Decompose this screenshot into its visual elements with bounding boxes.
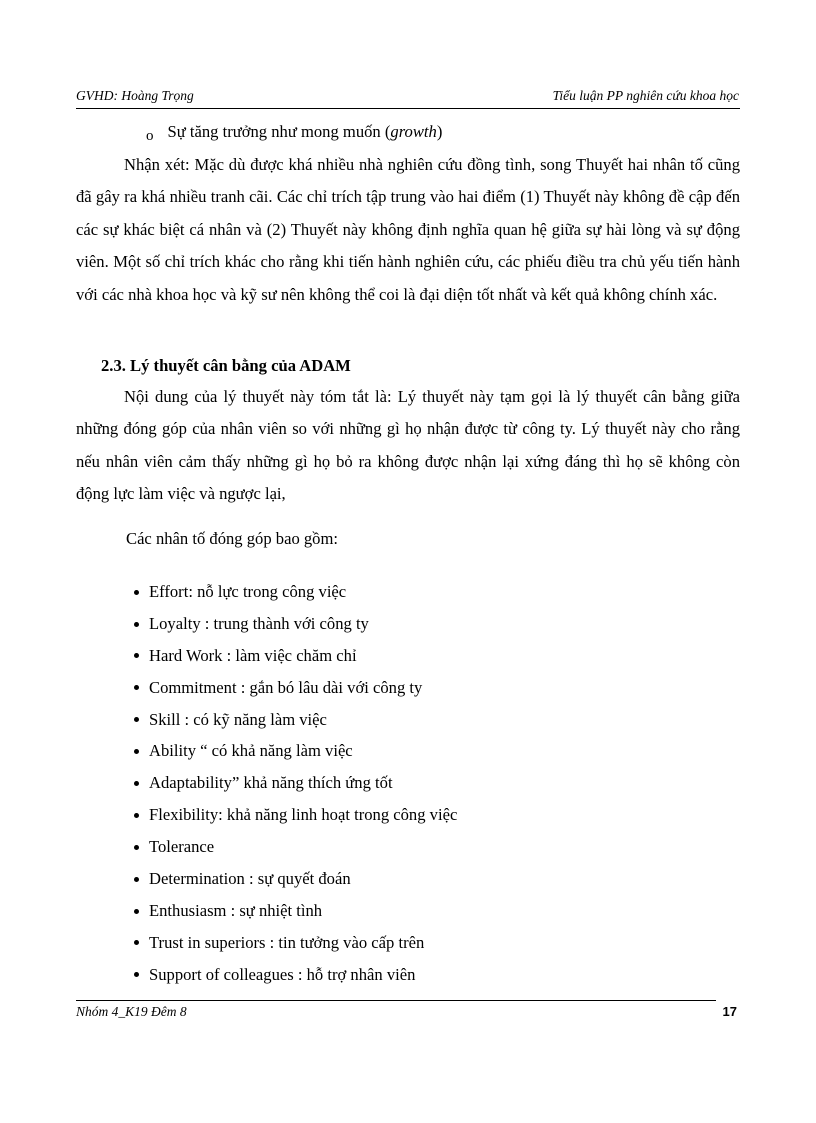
sub-list-item-emphasis: growth — [390, 122, 437, 141]
list-item-text: Enthusiasm : sự nhiệt tình — [149, 900, 323, 920]
list-item — [134, 959, 457, 991]
list-item — [134, 767, 457, 799]
list-item-text: Effort: nỗ lực trong công việc — [149, 582, 347, 601]
list-item-text: Ability “ có khả năng làm việc — [149, 741, 353, 761]
list-item — [134, 831, 457, 863]
contributions-list — [134, 576, 457, 991]
list-item-text: Trust in superiors : tin tưởng vào cấp trên — [149, 932, 425, 952]
list-item — [134, 927, 457, 959]
header-document-title: Tiểu luận PP nghiên cứu khoa học — [552, 88, 739, 103]
header-divider — [76, 108, 740, 109]
bullet-icon — [134, 845, 139, 850]
footer-divider — [76, 1000, 716, 1001]
bullet-icon — [134, 813, 139, 818]
footer-group-label: Nhóm 4_K19 Đêm 8 — [76, 1004, 187, 1019]
bullet-icon — [134, 717, 139, 722]
list-item-text: Commitment : gắn bó lâu dài với công ty — [149, 677, 423, 697]
list-item — [134, 704, 457, 736]
list-item — [134, 576, 457, 608]
list-item — [134, 640, 457, 672]
sub-list-item-close: ) — [436, 122, 443, 141]
page-number: 17 — [722, 1004, 737, 1019]
bullet-icon — [134, 909, 139, 914]
list-item-text: Loyalty : trung thành với công ty — [149, 613, 369, 633]
list-item — [134, 863, 457, 895]
list-item — [134, 608, 457, 640]
list-item — [134, 735, 457, 767]
bullet-icon — [134, 940, 139, 945]
sub-list-item-text: Sự tăng trưởng như mong muốn ( — [167, 122, 391, 141]
list-item — [134, 672, 457, 704]
list-item — [134, 799, 457, 831]
list-item-text: Support of colleagues : hỗ trợ nhân viên — [149, 964, 416, 984]
bullet-icon — [134, 877, 139, 882]
list-item-text: Flexibility: khả năng linh hoạt trong công việc — [149, 805, 458, 825]
sub-list-item — [146, 122, 442, 142]
bullet-icon — [134, 685, 139, 690]
contributions-intro: Các nhân tố đóng góp bao gồm: — [126, 529, 338, 548]
list-item-text: Hard Work : làm việc chăm chỉ — [149, 645, 357, 665]
bullet-icon — [134, 622, 139, 627]
bullet-icon — [134, 749, 139, 754]
bullet-icon — [134, 653, 139, 658]
list-item-text: Adaptability” khả năng thích ứng tốt — [149, 773, 393, 793]
header-instructor: GVHD: Hoàng Trọng — [76, 88, 194, 103]
list-item-text: Tolerance — [149, 837, 215, 857]
bullet-icon — [134, 781, 139, 786]
list-item — [134, 895, 457, 927]
bullet-icon — [134, 972, 139, 977]
circle-bullet-icon: o — [146, 128, 154, 144]
section-heading: 2.3. Lý thuyết cân bằng của ADAM — [101, 356, 351, 375]
bullet-icon — [134, 590, 139, 595]
list-item-text: Determination : sự quyết đoán — [149, 869, 351, 889]
remark-paragraph: Nhận xét: Mặc dù được khá nhiều nhà nghiên cứu đồng tình, song Thuyết hai nhân tố cũng đã gây ra khá nhiều tranh cãi. Các chỉ trích tập trung vào hai điểm (1) Thuyết này không đề cập đến các sự khác biệt cá nhân và (2) Thuyết này không định nghĩa quan hệ giữa sự hài lòng và sự động viên. Một số chỉ trích khác cho rằng khi tiến hành nghiên cứu, các phiếu điều tra chủ yếu tiến hành với các nhà khoa học và kỹ sư nên không thể coi là đại diện tốt nhất và kết quả không chính xác. — [76, 155, 740, 304]
section-paragraph: Nội dung của lý thuyết này tóm tắt là: Lý thuyết này tạm gọi là lý thuyết cân bằng giữa những đóng góp của nhân viên so với những gì họ nhận được từ công ty. Lý thuyết này cho rằng nếu nhân viên cảm thấy những gì họ bỏ ra không được nhận lại xứng đáng thì họ sẽ không còn động lực làm việc và ngược lại, — [76, 387, 740, 504]
list-item-text: Skill : có kỹ năng làm việc — [149, 709, 327, 729]
